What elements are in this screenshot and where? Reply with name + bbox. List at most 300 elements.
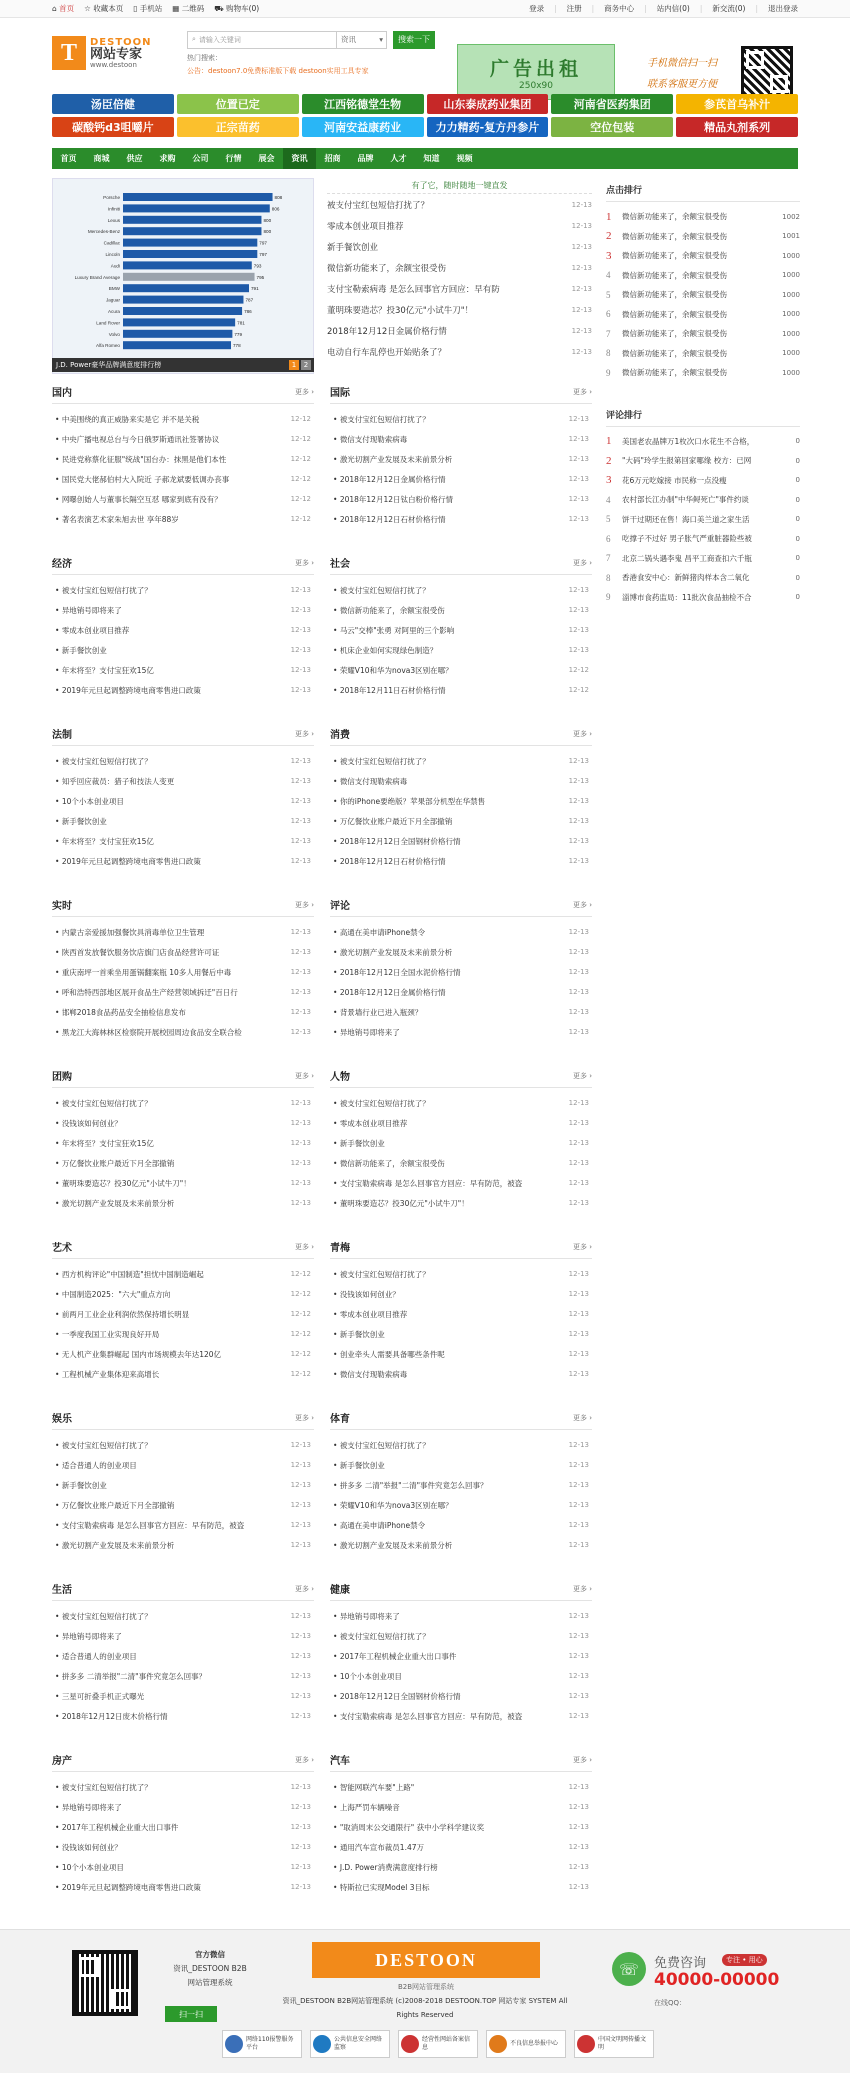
list-item[interactable] <box>330 1857 592 1877</box>
list-item[interactable] <box>330 1002 592 1022</box>
list-item[interactable] <box>52 1284 314 1304</box>
slide-page-2[interactable]: 2 <box>301 360 311 370</box>
rank-item[interactable] <box>606 588 800 608</box>
section-title[interactable]: 社会 <box>330 559 350 570</box>
list-item[interactable] <box>52 791 314 811</box>
more-link[interactable]: 更多 › <box>294 1071 314 1080</box>
chart-value-label: 806 <box>271 206 280 212</box>
top-news-item[interactable] <box>327 299 592 320</box>
mobile-link[interactable]: ▯ 手机站 <box>133 4 163 13</box>
qrcode-link[interactable]: ▦ 二维码 <box>172 4 205 13</box>
list-item[interactable] <box>330 409 592 429</box>
list-item[interactable] <box>330 1173 592 1193</box>
more-link[interactable]: 更多 › <box>572 558 592 567</box>
item-date: 12-13 <box>568 1541 589 1549</box>
section-header <box>330 722 592 746</box>
list-item[interactable] <box>52 1455 314 1475</box>
section-title[interactable]: 汽车 <box>330 1756 350 1767</box>
list-item[interactable] <box>52 449 314 469</box>
comment-ranking <box>606 403 800 608</box>
list-item[interactable] <box>330 1153 592 1173</box>
list-item[interactable] <box>52 1093 314 1113</box>
list-item[interactable] <box>52 771 314 791</box>
more-link[interactable]: 更多 › <box>294 1584 314 1593</box>
item-date: 12-13 <box>290 1521 311 1529</box>
item-title: • 国民党大佬郝伯村大入院近 子郝龙斌要低调办丧事 <box>55 474 230 484</box>
section-title[interactable]: 经济 <box>52 559 72 570</box>
logout-link[interactable]: 退出登录 <box>768 4 798 13</box>
rank-title: 微信新功能来了，余额宝很受伤 <box>622 270 727 280</box>
more-link[interactable]: 更多 › <box>572 1755 592 1764</box>
item-title: • 10个小本创业项目 <box>333 1671 402 1681</box>
register-link[interactable]: 注册 <box>566 4 582 13</box>
section-title[interactable]: 生活 <box>52 1585 72 1596</box>
item-title: • 西方机构评论"中国制造"担忧中国制造崛起 <box>55 1269 204 1279</box>
list-item[interactable] <box>52 600 314 620</box>
list-item[interactable] <box>52 811 314 831</box>
news-section <box>52 1577 314 1748</box>
news-title: 电动自行车乱停也开始贴条了？ <box>327 347 447 358</box>
list-item[interactable] <box>330 1626 592 1646</box>
more-link[interactable]: 更多 › <box>294 729 314 738</box>
list-item[interactable] <box>52 429 314 449</box>
list-item[interactable] <box>330 771 592 791</box>
rank-item[interactable] <box>606 207 800 227</box>
rank-item[interactable] <box>606 549 800 569</box>
nav-item[interactable]: 供应 <box>126 154 143 163</box>
list-item[interactable] <box>52 1304 314 1324</box>
more-link[interactable]: 更多 › <box>294 558 314 567</box>
list-item[interactable] <box>330 1515 592 1535</box>
list-item[interactable] <box>330 962 592 982</box>
item-date: 12-13 <box>290 1632 311 1640</box>
section-title[interactable]: 健康 <box>330 1585 350 1596</box>
section-title[interactable]: 青梅 <box>330 1243 350 1254</box>
list-item[interactable] <box>52 1153 314 1173</box>
nav-item[interactable]: 招商 <box>324 154 341 163</box>
notice[interactable]: 公告：destoon7.0免费标准版下载 destoon实用工具专家 <box>187 66 369 75</box>
section-title[interactable]: 评论 <box>330 901 350 912</box>
item-date: 12-13 <box>568 515 589 523</box>
list-item[interactable] <box>52 1364 314 1384</box>
item-title-text: 2018年12月12日钛白粉价格行情 <box>339 494 453 504</box>
rank-item[interactable] <box>606 432 800 452</box>
nav-item[interactable]: 品牌 <box>357 154 374 163</box>
nav-item[interactable]: 知道 <box>423 154 440 163</box>
list-item[interactable] <box>330 1797 592 1817</box>
item-title-text: 被支付宝红包短信打扰了？ <box>61 1098 152 1108</box>
list-item[interactable] <box>52 982 314 1002</box>
list-item[interactable] <box>52 1706 314 1726</box>
rank-item[interactable] <box>606 344 800 364</box>
rank-title: 微信新功能来了，余额宝很受伤 <box>622 231 727 241</box>
list-item[interactable] <box>52 1344 314 1364</box>
fav-link[interactable]: ☆ 收藏本页 <box>84 4 124 13</box>
item-title-text: 微信新功能来了，余额宝很受伤 <box>339 605 445 615</box>
item-date: 12-12 <box>290 455 311 463</box>
item-title-text: 董明珠要造芯？投30亿元"小试牛刀"！ <box>61 1178 191 1188</box>
list-item[interactable] <box>330 429 592 449</box>
list-item[interactable] <box>52 1495 314 1515</box>
nav-item[interactable]: 公司 <box>192 154 209 163</box>
list-item[interactable] <box>330 1646 592 1666</box>
item-title-text: 董明珠要造芯？投30亿元"小试牛刀"！ <box>339 1198 469 1208</box>
list-item[interactable] <box>330 1666 592 1686</box>
list-item[interactable] <box>330 1777 592 1797</box>
item-title: • 万亿餐饮业账户最近下月全部撤销 <box>333 816 453 826</box>
section-title[interactable]: 娱乐 <box>52 1414 72 1425</box>
section-header <box>52 722 314 746</box>
list-item[interactable] <box>52 620 314 640</box>
top-news-item[interactable] <box>327 236 592 257</box>
rank-item[interactable] <box>606 490 800 510</box>
list-item[interactable] <box>330 660 592 680</box>
more-link[interactable]: 更多 › <box>572 900 592 909</box>
news-section <box>330 1064 592 1235</box>
item-date: 12-13 <box>568 495 589 503</box>
list-item[interactable] <box>52 1173 314 1193</box>
list-item[interactable] <box>52 580 314 600</box>
list-item[interactable] <box>52 922 314 942</box>
list-item[interactable] <box>330 851 592 871</box>
slide-page-1[interactable]: 1 <box>289 360 299 370</box>
brand-banner[interactable]: 山东泰成药业集团 <box>427 94 549 114</box>
top-news-item[interactable] <box>327 257 592 278</box>
list-item[interactable] <box>52 680 314 700</box>
list-item[interactable] <box>330 620 592 640</box>
list-item[interactable] <box>52 1666 314 1686</box>
top-news-header[interactable]: 有了它，随时随地一键直发 <box>327 178 592 194</box>
list-item[interactable] <box>52 1777 314 1797</box>
item-title: • 激光切割产业发展及未来前景分析 <box>333 1540 453 1550</box>
trust-badge[interactable] <box>398 2030 478 2058</box>
phone-number[interactable]: 40000-00000 <box>654 1970 780 1990</box>
list-item[interactable] <box>52 942 314 962</box>
list-item[interactable] <box>330 449 592 469</box>
item-title-text: 10个小本创业项目 <box>61 796 124 806</box>
nav-item[interactable]: 行情 <box>225 154 242 163</box>
brand-banner[interactable]: 参芪首乌补汁 <box>676 94 798 114</box>
list-item[interactable] <box>330 751 592 771</box>
item-title: • 没钱该如何创业？ <box>55 1118 122 1128</box>
item-title: • 微信新功能来了，余额宝很受伤 <box>333 605 445 615</box>
ad-banner[interactable] <box>457 44 615 100</box>
rank-item[interactable] <box>606 451 800 471</box>
item-title-text: 异地销号即将来了 <box>61 605 122 615</box>
item-title-text: "取消周末公交通限行" 获中小学科学建议奖 <box>339 1822 485 1832</box>
list-item[interactable] <box>330 811 592 831</box>
chart-category-label: Land Rover <box>96 320 120 326</box>
rank-item[interactable] <box>606 363 800 383</box>
scan-button[interactable]: 扫一扫 <box>165 2006 217 2022</box>
list-item[interactable] <box>330 640 592 660</box>
list-item[interactable] <box>52 1022 314 1042</box>
wechat-ad-line2: 联系客服更方便 <box>647 79 717 90</box>
main-nav <box>52 148 798 169</box>
home-link[interactable]: ⌂ 首页 <box>52 4 75 13</box>
item-date: 12-13 <box>568 1692 589 1700</box>
rank-item[interactable] <box>606 471 800 491</box>
item-title-text: 2018年12月12日全国钢材价格行情 <box>339 1691 461 1701</box>
rank-item[interactable] <box>606 324 800 344</box>
item-title: • 2019年元旦起调整跨境电商零售进口政策 <box>55 1882 201 1892</box>
cart-link[interactable]: ⛟ 购物车(0) <box>214 4 260 13</box>
more-link[interactable]: 更多 › <box>572 1413 592 1422</box>
item-date: 12-13 <box>568 1310 589 1318</box>
rank-item[interactable] <box>606 529 800 549</box>
list-item[interactable] <box>52 409 314 429</box>
list-item[interactable] <box>330 680 592 700</box>
search-button[interactable]: 搜索一下 <box>393 31 435 49</box>
item-title-text: 新手餐饮创业 <box>61 645 107 655</box>
item-title: • 你的iPhone要绝版？苹果部分机型在华禁售 <box>333 796 486 806</box>
brand-banner[interactable]: 位置已定 <box>177 94 299 114</box>
list-item[interactable] <box>52 1133 314 1153</box>
rank-number: 9 <box>606 592 611 603</box>
section-title[interactable]: 消费 <box>330 730 350 741</box>
list-item[interactable] <box>52 469 314 489</box>
item-date: 12-13 <box>290 1803 311 1811</box>
item-date: 12-13 <box>568 1883 589 1891</box>
list-item[interactable] <box>52 1113 314 1133</box>
more-link[interactable]: 更多 › <box>572 1242 592 1251</box>
list-item[interactable] <box>52 851 314 871</box>
list-item[interactable] <box>330 1264 592 1284</box>
list-item[interactable] <box>52 1535 314 1555</box>
trust-badge[interactable] <box>574 2030 654 2058</box>
list-item[interactable] <box>330 469 592 489</box>
more-link[interactable]: 更多 › <box>294 1755 314 1764</box>
brand-banner[interactable]: 空位包装 <box>551 117 673 137</box>
brand-banner[interactable]: 河南省医药集团 <box>551 94 673 114</box>
top-news-item[interactable] <box>327 194 592 215</box>
search-category-select[interactable]: 资讯 ▾ <box>337 31 387 49</box>
item-date: 12-12 <box>290 1270 311 1278</box>
chart-bar <box>123 204 270 212</box>
rank-count: 1000 <box>782 329 800 338</box>
section-title[interactable]: 国际 <box>330 388 350 399</box>
site-logo[interactable] <box>52 31 157 75</box>
section-title[interactable]: 实时 <box>52 901 72 912</box>
news-title: 被支付宝红包短信打扰了？ <box>327 200 430 211</box>
rank-item[interactable] <box>606 568 800 588</box>
item-title-text: 2019年元旦起调整跨境电商零售进口政策 <box>61 1882 201 1892</box>
section-title[interactable]: 艺术 <box>52 1243 72 1254</box>
list-item[interactable] <box>330 1193 592 1213</box>
list-item[interactable] <box>52 640 314 660</box>
brand-banner[interactable]: 力力精药-复方丹参片 <box>427 117 549 137</box>
brand-banner[interactable]: 河南安益康药业 <box>302 117 424 137</box>
item-title-text: 支付宝勒索病毒 是怎么回事官方回应：早有防范，被盗 <box>339 1178 523 1188</box>
list-item[interactable] <box>330 489 592 509</box>
list-item[interactable] <box>330 1113 592 1133</box>
list-item[interactable] <box>52 1817 314 1837</box>
list-item[interactable] <box>330 1093 592 1113</box>
list-item[interactable] <box>52 1606 314 1626</box>
list-item[interactable] <box>330 1817 592 1837</box>
list-item[interactable] <box>52 1797 314 1817</box>
list-item[interactable] <box>330 1324 592 1344</box>
item-date: 12-13 <box>568 1119 589 1127</box>
top-news-item[interactable] <box>327 320 592 341</box>
rank-item[interactable] <box>606 285 800 305</box>
more-link[interactable]: 更多 › <box>572 387 592 396</box>
rank-item[interactable] <box>606 510 800 530</box>
list-item[interactable] <box>52 1877 314 1897</box>
nav-item[interactable]: 求购 <box>159 154 176 163</box>
list-item[interactable] <box>52 1686 314 1706</box>
member-link[interactable]: 商务中心 <box>604 4 635 13</box>
list-item[interactable] <box>330 1535 592 1555</box>
rank-item[interactable] <box>606 246 800 266</box>
item-title: • 陕西首发放餐饮服务饮店旗门店食品经营许可证 <box>55 947 220 957</box>
list-item[interactable] <box>330 1606 592 1626</box>
rank-item[interactable] <box>606 266 800 286</box>
more-link[interactable]: 更多 › <box>294 900 314 909</box>
list-item[interactable] <box>330 509 592 529</box>
list-item[interactable] <box>52 1515 314 1535</box>
list-item[interactable] <box>52 489 314 509</box>
list-item[interactable] <box>52 1193 314 1213</box>
list-item[interactable] <box>330 1435 592 1455</box>
qq-label[interactable]: 在线QQ： <box>654 1999 687 2007</box>
section-title[interactable]: 团购 <box>52 1072 72 1083</box>
more-label: 更多 <box>572 729 587 738</box>
section-title[interactable]: 法制 <box>52 730 72 741</box>
item-title-text: 激光切割产业发展及未来前景分析 <box>339 454 453 464</box>
list-item[interactable] <box>330 1495 592 1515</box>
item-title: • 零成本创业项目推荐 <box>333 1309 408 1319</box>
rank-count: 1001 <box>782 232 800 241</box>
rank-title: 微信新功能来了，余额宝很受伤 <box>622 368 727 378</box>
list-item[interactable] <box>52 831 314 851</box>
login-link[interactable]: 登录 <box>529 4 545 13</box>
item-title: • 2018年12月12日金属价格行情 <box>333 474 446 484</box>
inbox-link[interactable]: 站内信(0) <box>656 4 690 13</box>
chart-category-label: BMW <box>108 286 120 292</box>
list-item[interactable] <box>330 1133 592 1153</box>
item-date: 12-13 <box>568 1008 589 1016</box>
item-date: 12-13 <box>568 646 589 654</box>
list-item[interactable] <box>330 600 592 620</box>
section-title[interactable]: 房产 <box>52 1756 72 1767</box>
list-item[interactable] <box>52 660 314 680</box>
item-title: • 新手餐饮创业 <box>333 1460 385 1470</box>
phone-icon: ☏ <box>612 1952 646 1986</box>
more-label: 更多 <box>294 1242 309 1251</box>
search-input[interactable]: ⌕ 请输入关键词 <box>187 31 337 49</box>
top-news-item[interactable] <box>327 341 592 362</box>
list-item[interactable] <box>52 962 314 982</box>
brand-banner[interactable]: 江西铭德堂生物 <box>302 94 424 114</box>
list-item[interactable] <box>330 1022 592 1042</box>
list-item[interactable] <box>330 580 592 600</box>
list-item[interactable] <box>52 1264 314 1284</box>
badge-icon <box>577 2035 595 2053</box>
item-title-text: 被支付宝红包短信打扰了？ <box>339 756 430 766</box>
top-news-item[interactable] <box>327 278 592 299</box>
brand-banner[interactable]: 正宗苗药 <box>177 117 299 137</box>
list-item[interactable] <box>330 1455 592 1475</box>
list-item[interactable] <box>52 1475 314 1495</box>
list-item[interactable] <box>52 1857 314 1877</box>
more-label: 更多 <box>294 558 309 567</box>
list-item[interactable] <box>330 1284 592 1304</box>
more-link[interactable]: 更多 › <box>294 1242 314 1251</box>
list-item[interactable] <box>330 942 592 962</box>
list-item[interactable] <box>52 1646 314 1666</box>
rank-title: 吃撑子不过好 男子胀气严重脏器险些被 <box>622 534 752 544</box>
nav-item[interactable]: 展会 <box>258 154 275 163</box>
list-item[interactable] <box>52 1002 314 1022</box>
trust-badge[interactable] <box>310 2030 390 2058</box>
item-title: • 高通在美申请iPhone禁令 <box>333 1520 426 1530</box>
rank-item[interactable] <box>606 305 800 325</box>
list-item[interactable] <box>52 1324 314 1344</box>
ad-title: 广告出租 <box>489 57 582 80</box>
more-link[interactable]: 更多 › <box>294 387 314 396</box>
list-item[interactable] <box>330 982 592 1002</box>
list-item[interactable] <box>330 1364 592 1384</box>
list-item[interactable] <box>330 1304 592 1324</box>
section-title[interactable]: 体育 <box>330 1414 350 1425</box>
list-item[interactable] <box>52 1837 314 1857</box>
list-item[interactable] <box>52 751 314 771</box>
list-item[interactable] <box>330 1706 592 1726</box>
more-link[interactable]: 更多 › <box>572 1071 592 1080</box>
rank-count: 0 <box>795 593 800 602</box>
more-link[interactable]: 更多 › <box>572 1584 592 1593</box>
brand-banner[interactable]: 碳酸钙d3咀嚼片 <box>52 117 174 137</box>
trust-badge[interactable] <box>486 2030 566 2058</box>
brand-banner[interactable]: 精品丸剂系列 <box>676 117 798 137</box>
newmsg-link[interactable]: 新交流(0) <box>712 4 746 13</box>
more-link[interactable]: 更多 › <box>572 729 592 738</box>
section-title[interactable]: 人物 <box>330 1072 350 1083</box>
list-item[interactable] <box>52 1435 314 1455</box>
list-item[interactable] <box>330 1475 592 1495</box>
item-date: 12-13 <box>568 1652 589 1660</box>
item-title-text: 荣耀V10和华为nova3区别在哪？ <box>339 1500 453 1510</box>
section-title[interactable]: 国内 <box>52 388 72 399</box>
nav-item[interactable]: 视频 <box>456 154 473 163</box>
more-link[interactable]: 更多 › <box>294 1413 314 1422</box>
nav-item[interactable]: 资讯 <box>283 148 316 169</box>
brand-banner[interactable]: 汤臣倍健 <box>52 94 174 114</box>
list-item[interactable] <box>330 1686 592 1706</box>
trust-badge[interactable] <box>222 2030 302 2058</box>
list-item[interactable] <box>52 1626 314 1646</box>
slide-chart[interactable] <box>52 178 314 374</box>
rank-item[interactable] <box>606 227 800 247</box>
rank-number: 6 <box>606 309 611 320</box>
nav-item[interactable]: 商城 <box>93 154 110 163</box>
list-item[interactable] <box>330 922 592 942</box>
list-item[interactable] <box>330 1837 592 1857</box>
item-title-text: 年末将至？支付宝狂欢15亿 <box>61 1138 154 1148</box>
item-title-text: 被支付宝红包短信打扰了？ <box>61 1782 152 1792</box>
nav-item[interactable]: 首页 <box>60 154 77 163</box>
list-item[interactable] <box>330 831 592 851</box>
news-date: 12-13 <box>571 326 592 335</box>
top-news-item[interactable] <box>327 215 592 236</box>
list-item[interactable] <box>330 1877 592 1897</box>
item-title-text: 2019年元旦起调整跨境电商零售进口政策 <box>61 685 201 695</box>
list-item[interactable] <box>52 509 314 529</box>
nav-item[interactable]: 人才 <box>390 154 407 163</box>
list-item[interactable] <box>330 791 592 811</box>
list-item[interactable] <box>330 1344 592 1364</box>
